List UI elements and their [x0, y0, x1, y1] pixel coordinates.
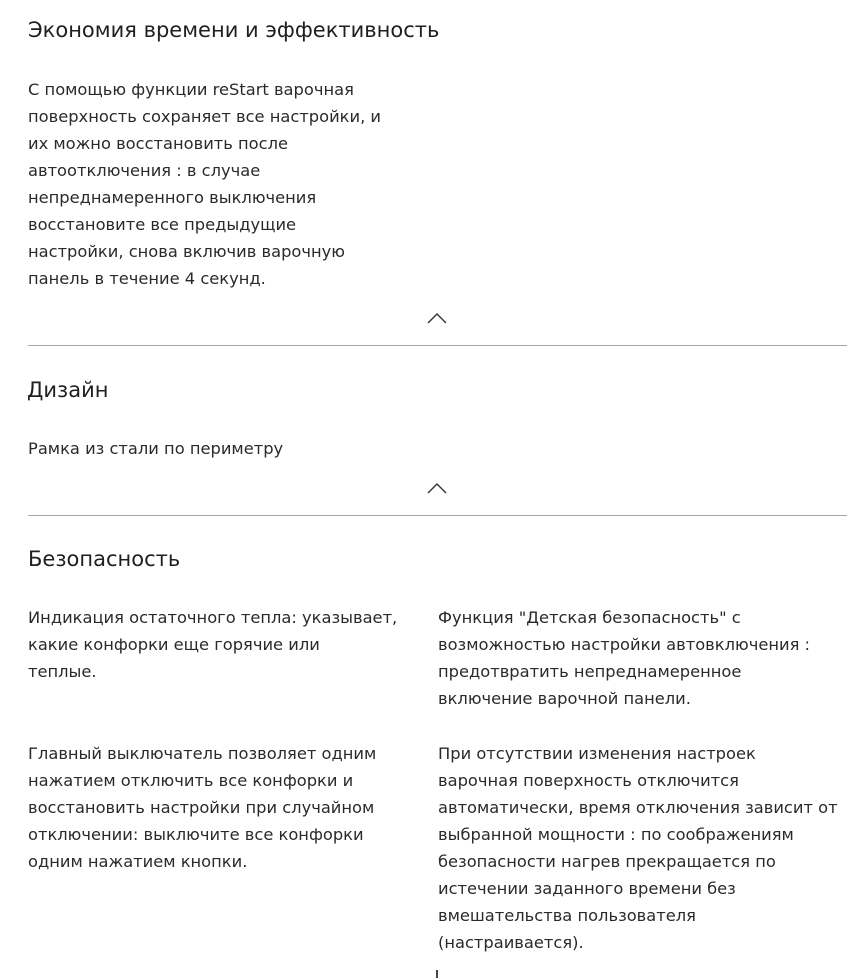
text-line: Главный выключатель позволяет одним — [28, 744, 377, 763]
text-line: Рамка из стали по периметру — [28, 439, 284, 458]
safety-child-lock — [438, 604, 858, 712]
text-line: восстановить настройки при случайном — [28, 798, 375, 817]
text-line: истечении заданного времени без — [438, 879, 736, 898]
text-line: С помощью функции reStart варочная — [28, 80, 354, 99]
text-line: возможностью настройки автовключения : — [438, 635, 811, 654]
text-line: автоотключения : в случае — [28, 161, 261, 180]
text-line: настройки, снова включив варочную — [28, 242, 345, 261]
text-line: Функция "Детская безопасность" с — [438, 608, 741, 627]
text-line: поверхность сохраняет все настройки, и — [28, 107, 381, 126]
safety-main-switch — [28, 740, 428, 875]
chevron-up-icon — [425, 310, 449, 326]
text-line: предотвратить непреднамеренное — [438, 662, 742, 681]
design-description — [28, 435, 448, 462]
text-line: нажатием отключить все конфорки и — [28, 771, 354, 790]
section-title-efficiency: Экономия времени и эффективность — [28, 18, 440, 42]
text-line: варочная поверхность отключится — [438, 771, 739, 790]
text-line: выбранной мощности : по соображениям — [438, 825, 794, 844]
section-title-design: Дизайн — [27, 378, 109, 402]
section-divider — [28, 515, 847, 516]
text-line: При отсутствии изменения настроек — [438, 744, 756, 763]
section-divider — [28, 345, 847, 346]
chevron-up-icon — [425, 480, 449, 496]
text-line: Индикация остаточного тепла: указывает, — [28, 608, 398, 627]
text-line: непреднамеренного выключения — [28, 188, 317, 207]
text-line: (настраивается). — [438, 933, 584, 952]
chevron-partial-icon — [436, 970, 438, 978]
safety-auto-shutoff — [438, 740, 863, 956]
text-line: вмешательства пользователя — [438, 906, 696, 925]
text-line: отключении: выключите все конфорки — [28, 825, 364, 844]
text-line: панель в течение 4 секунд. — [28, 269, 266, 288]
text-line: одним нажатием кнопки. — [28, 852, 248, 871]
text-line: теплые. — [28, 662, 97, 681]
text-line: безопасности нагрев прекращается по — [438, 852, 776, 871]
text-line: восстановите все предыдущие — [28, 215, 297, 234]
efficiency-description — [28, 76, 448, 292]
section-title-safety: Безопасность — [28, 547, 181, 571]
text-line: включение варочной панели. — [438, 689, 691, 708]
text-line: автоматически, время отключения зависит от — [438, 798, 838, 817]
collapse-efficiency-button[interactable] — [425, 310, 449, 326]
text-line: какие конфорки еще горячие или — [28, 635, 320, 654]
safety-residual-heat — [28, 604, 428, 685]
text-line: их можно восстановить после — [28, 134, 289, 153]
collapse-design-button[interactable] — [425, 480, 449, 496]
